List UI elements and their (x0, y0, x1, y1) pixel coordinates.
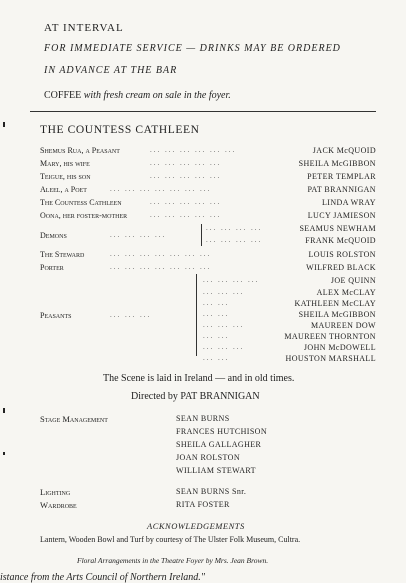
cast-role: Teigue, his son (40, 172, 91, 181)
coffee-rest: with fresh cream on sale in the foyer. (83, 90, 231, 101)
coffee-notice (44, 90, 231, 101)
stage-management-name: FRANCES HUTCHISON (176, 427, 268, 436)
cast-role: The Countess Cathleen (40, 198, 122, 207)
interval-line-2: IN ADVANCE AT THE BAR (44, 65, 178, 76)
lighting-name: SEAN BURNS Snr. (176, 487, 247, 496)
cast-actor: SHEILA McGIBBON (298, 159, 376, 168)
cast-actor: LINDA WRAY (321, 198, 376, 207)
leader-dots: ... ... (203, 332, 230, 340)
interval-heading: AT INTERVAL (44, 22, 124, 34)
stage-management-name: SHEILA GALLAGHER (176, 440, 262, 449)
leader-dots: ... ... ... (110, 311, 152, 319)
director-credit: Directed by PAT BRANNIGAN (131, 391, 260, 402)
cast-actor: PAT BRANNIGAN (307, 185, 376, 194)
peasant-actor: MAUREEN DOW (310, 321, 376, 330)
porter-role: Porter (40, 263, 64, 272)
demons-bracket (201, 224, 202, 246)
leader-dots: ... ... (203, 310, 230, 318)
peasant-actor: HOUSTON MARSHALL (285, 354, 376, 363)
wardrobe-label: Wardrobe (40, 500, 77, 510)
leader-dots: ... ... ... ... ... ... (150, 146, 237, 154)
peasant-actor: ALEX McCLAY (316, 288, 376, 297)
margin-mark-top (3, 122, 5, 127)
steward-role: The Steward (40, 250, 85, 259)
steward-actor: LOUIS ROLSTON (308, 250, 376, 259)
peasant-actor: MAUREEN THORNTON (284, 332, 376, 341)
stage-management-name: SEAN BURNS (176, 414, 230, 423)
leader-dots: ... ... ... ... (203, 276, 260, 284)
divider-rule (30, 111, 376, 112)
cast-role: Aleel, a Poet (40, 185, 87, 194)
leader-dots: ... ... ... ... ... ... ... (110, 250, 212, 258)
leader-dots: ... ... ... ... ... (150, 198, 222, 206)
demons-role: Demons (40, 231, 67, 240)
leader-dots: ... ... ... (203, 321, 245, 329)
stage-management-label: Stage Management (40, 414, 108, 424)
peasant-actor: JOE QUINN (330, 276, 376, 285)
margin-mark-lower (3, 452, 5, 455)
stage-management-name: WILLIAM STEWART (176, 466, 256, 475)
porter-actor: WILFRED BLACK (306, 263, 376, 272)
footer-fragment: istance from the Arts Council of Northern Ireland." (0, 572, 205, 583)
leader-dots: ... ... (203, 299, 230, 307)
floral-credit: Floral Arrangements in the Theatre Foyer by Mrs. Jean Brown. (77, 556, 269, 565)
peasants-bracket (196, 274, 197, 356)
margin-mark-middle (3, 408, 5, 413)
leader-dots: ... ... ... (203, 343, 245, 351)
peasants-role: Peasants (40, 311, 72, 320)
peasant-actor: KATHLEEN McCLAY (294, 299, 376, 308)
peasant-actor: JOHN McDOWELL (303, 343, 376, 352)
cast-actor: JACK McQUOID (312, 146, 376, 155)
peasant-actor: SHEILA McGIBBON (298, 310, 376, 319)
coffee-prefix: COFFEE (44, 90, 82, 101)
interval-line-1: FOR IMMEDIATE SERVICE — DRINKS MAY BE ORDERED (44, 43, 341, 54)
play-title: THE COUNTESS CATHLEEN (40, 124, 200, 136)
cast-role: Mary, his wife (40, 159, 90, 168)
wardrobe-name: RITA FOSTER (176, 500, 230, 509)
scene-note: The Scene is laid in Ireland — and in old times. (103, 373, 295, 384)
stage-management-name: JOAN ROLSTON (176, 453, 240, 462)
leader-dots: ... ... ... ... (206, 224, 263, 232)
cast-actor: PETER TEMPLAR (307, 172, 376, 181)
leader-dots: ... ... (203, 354, 230, 362)
cast-actor: LUCY JAMIESON (307, 211, 376, 220)
acknowledgements-heading: ACKNOWLEDGEMENTS (147, 521, 245, 531)
leader-dots: ... ... ... ... (110, 231, 167, 239)
cast-role: Shemus Rua, a Peasant (40, 146, 120, 155)
leader-dots: ... ... ... ... ... ... ... (110, 185, 212, 193)
lighting-label: Lighting (40, 487, 71, 497)
leader-dots: ... ... ... ... (206, 236, 263, 244)
demons-actor: FRANK McQUOID (305, 236, 376, 245)
leader-dots: ... ... ... ... ... (150, 172, 222, 180)
leader-dots: ... ... ... (203, 288, 245, 296)
acknowledgements-text: Lantern, Wooden Bowl and Turf by courtesy of The Ulster Folk Museum, Cultra. (40, 535, 301, 544)
leader-dots: ... ... ... ... ... (150, 159, 222, 167)
cast-role: Oona, her foster-mother (40, 211, 128, 220)
demons-actor: SEAMUS NEWHAM (299, 224, 376, 233)
leader-dots: ... ... ... ... ... ... ... (110, 263, 212, 271)
leader-dots: ... ... ... ... ... (150, 211, 222, 219)
